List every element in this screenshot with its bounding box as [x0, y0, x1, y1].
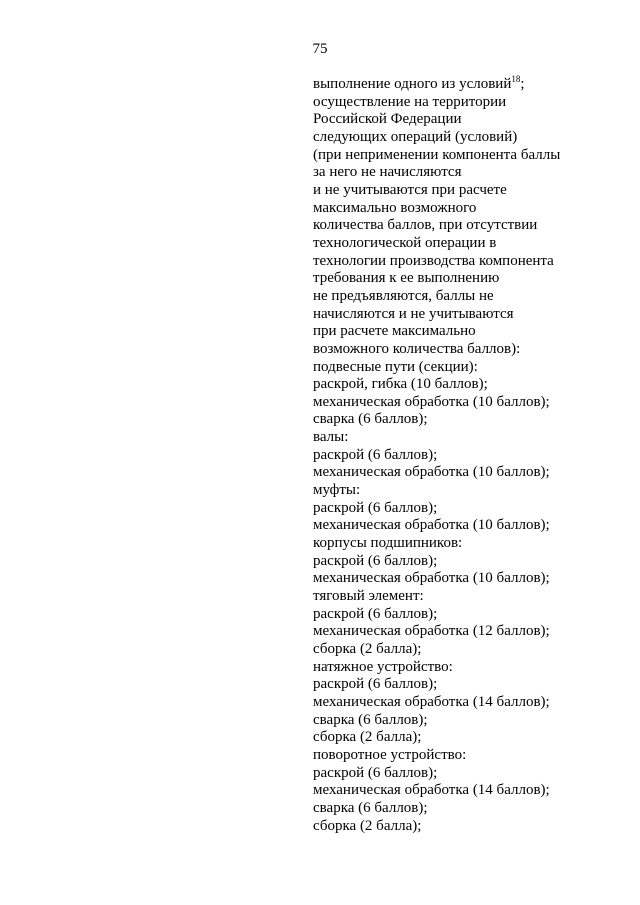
- text-line: технологической операции в: [313, 234, 497, 251]
- text-line: поворотное устройство:: [313, 746, 467, 763]
- document-text-block: [313, 76, 633, 835]
- text-line: механическая обработка (14 баллов);: [313, 782, 550, 799]
- text-line: механическая обработка (10 баллов);: [313, 570, 550, 587]
- text-line: механическая обработка (10 баллов);: [313, 464, 550, 481]
- text-line: валы:: [313, 429, 349, 446]
- text-line: возможного количества баллов):: [313, 340, 521, 357]
- first-line-text: выполнение одного из условий: [313, 76, 512, 92]
- text-line: сборка (2 балла);: [313, 729, 422, 746]
- text-line: за него не начисляются: [313, 164, 462, 181]
- text-line: осуществление на территории: [313, 93, 507, 110]
- text-line: и не учитываются при расчете: [313, 181, 507, 198]
- text-line: механическая обработка (14 баллов);: [313, 693, 550, 710]
- text-line: корпусы подшипников:: [313, 535, 463, 552]
- text-line: натяжное устройство:: [313, 658, 453, 675]
- text-line: механическая обработка (12 баллов);: [313, 623, 550, 640]
- text-line: сварка (6 баллов);: [313, 411, 428, 428]
- footnote-reference: 18: [511, 74, 521, 84]
- text-line: сборка (2 балла);: [313, 817, 422, 834]
- text-line: тяговый элемент:: [313, 588, 424, 605]
- text-line: механическая обработка (10 баллов);: [313, 517, 550, 534]
- text-line: не предъявляются, баллы не: [313, 287, 494, 304]
- text-line: максимально возможного: [313, 199, 477, 216]
- page-number: 75: [312, 41, 328, 57]
- first-line-suffix: ;: [520, 76, 525, 92]
- text-line: начисляются и не учитываются: [313, 305, 514, 322]
- text-line: сварка (6 баллов);: [313, 799, 428, 816]
- text-line: количества баллов, при отсутствии: [313, 217, 538, 234]
- text-line: требования к ее выполнению: [313, 270, 500, 287]
- text-line: раскрой (6 баллов);: [313, 764, 438, 781]
- text-line: раскрой (6 баллов);: [313, 446, 438, 463]
- text-line: раскрой (6 баллов);: [313, 499, 438, 516]
- text-line: механическая обработка (10 баллов);: [313, 393, 550, 410]
- text-line: раскрой (6 баллов);: [313, 605, 438, 622]
- text-line: (при неприменении компонента баллы: [313, 146, 561, 163]
- text-line: сборка (2 балла);: [313, 641, 422, 657]
- text-lines: [313, 94, 633, 836]
- text-line: раскрой (6 баллов);: [313, 552, 438, 569]
- text-line: сварка (6 баллов);: [313, 711, 428, 728]
- text-line: следующих операций (условий): [313, 128, 518, 145]
- text-line: раскрой (6 баллов);: [313, 676, 438, 693]
- text-line-first: [313, 76, 633, 94]
- text-line: при расчете максимально: [313, 323, 476, 340]
- text-line: муфты:: [313, 482, 361, 499]
- text-line: Российской Федерации: [313, 111, 462, 128]
- text-line: подвесные пути (секции):: [313, 358, 478, 375]
- text-line: раскрой, гибка (10 баллов);: [313, 376, 488, 393]
- text-line: технологии производства компонента: [313, 252, 554, 269]
